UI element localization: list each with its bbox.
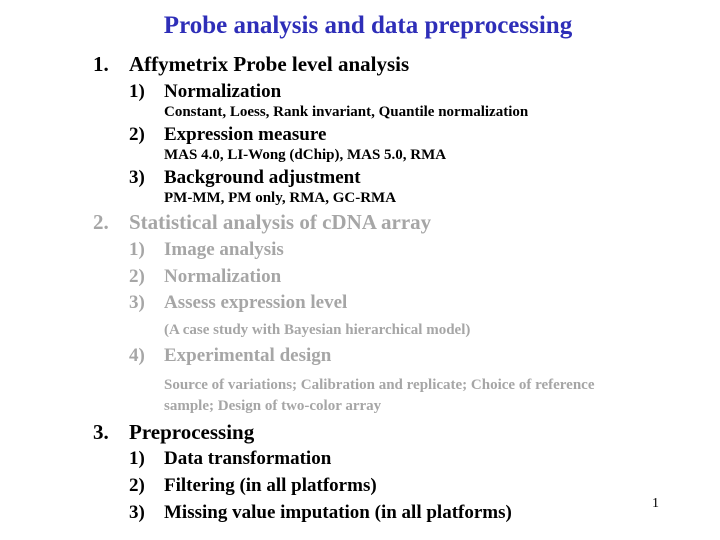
section-3-number: 3. <box>93 420 109 444</box>
section-2-item-2-number: 2) <box>129 266 145 287</box>
section-2-item-4-detail-line-2: sample; Design of two-color array <box>164 398 382 414</box>
page-number: 1 <box>652 496 659 511</box>
section-2-item-3-label: Assess expression level <box>164 292 348 313</box>
section-3-heading: Preprocessing <box>129 420 255 444</box>
section-3-item-2-number: 2) <box>129 475 145 496</box>
section-3-item-1-number: 1) <box>129 448 145 469</box>
section-1-item-2-label: Expression measure <box>164 124 327 145</box>
section-3-item-1-label: Data transformation <box>164 448 332 469</box>
section-1-item-1-detail: Constant, Loess, Rank invariant, Quantile normalization <box>164 104 529 120</box>
section-2-item-3-number: 3) <box>129 292 145 313</box>
section-2-item-4-label: Experimental design <box>164 345 332 366</box>
section-1-item-1-number: 1) <box>129 81 145 102</box>
section-1-heading: Affymetrix Probe level analysis <box>129 52 410 76</box>
section-1-number: 1. <box>93 52 109 76</box>
section-1-item-1-label: Normalization <box>164 81 282 102</box>
section-2-item-3-detail: (A case study with Bayesian hierarchical model) <box>164 322 471 338</box>
section-2-heading: Statistical analysis of cDNA array <box>129 210 432 234</box>
section-3-item-2-label: Filtering (in all platforms) <box>164 475 377 496</box>
section-1-item-3-label: Background adjustment <box>164 167 361 188</box>
section-1-item-2-detail: MAS 4.0, LI-Wong (dChip), MAS 5.0, RMA <box>164 147 447 163</box>
slide-title: Probe analysis and data preprocessing <box>163 12 573 39</box>
section-2-item-2-label: Normalization <box>164 266 282 287</box>
section-2-item-1-label: Image analysis <box>164 239 284 260</box>
section-3-item-3-number: 3) <box>129 502 145 523</box>
section-1-item-3-number: 3) <box>129 167 145 188</box>
section-2-item-4-detail-line-1: Source of variations; Calibration and replicate; Choice of reference <box>164 377 595 393</box>
section-2-item-1-number: 1) <box>129 239 145 260</box>
section-1-item-3-detail: PM-MM, PM only, RMA, GC-RMA <box>164 190 397 206</box>
section-3-item-3-label: Missing value imputation (in all platforms) <box>164 502 512 523</box>
section-1-item-2-number: 2) <box>129 124 145 145</box>
section-2-number: 2. <box>93 210 109 234</box>
section-2-item-4-number: 4) <box>129 345 145 366</box>
